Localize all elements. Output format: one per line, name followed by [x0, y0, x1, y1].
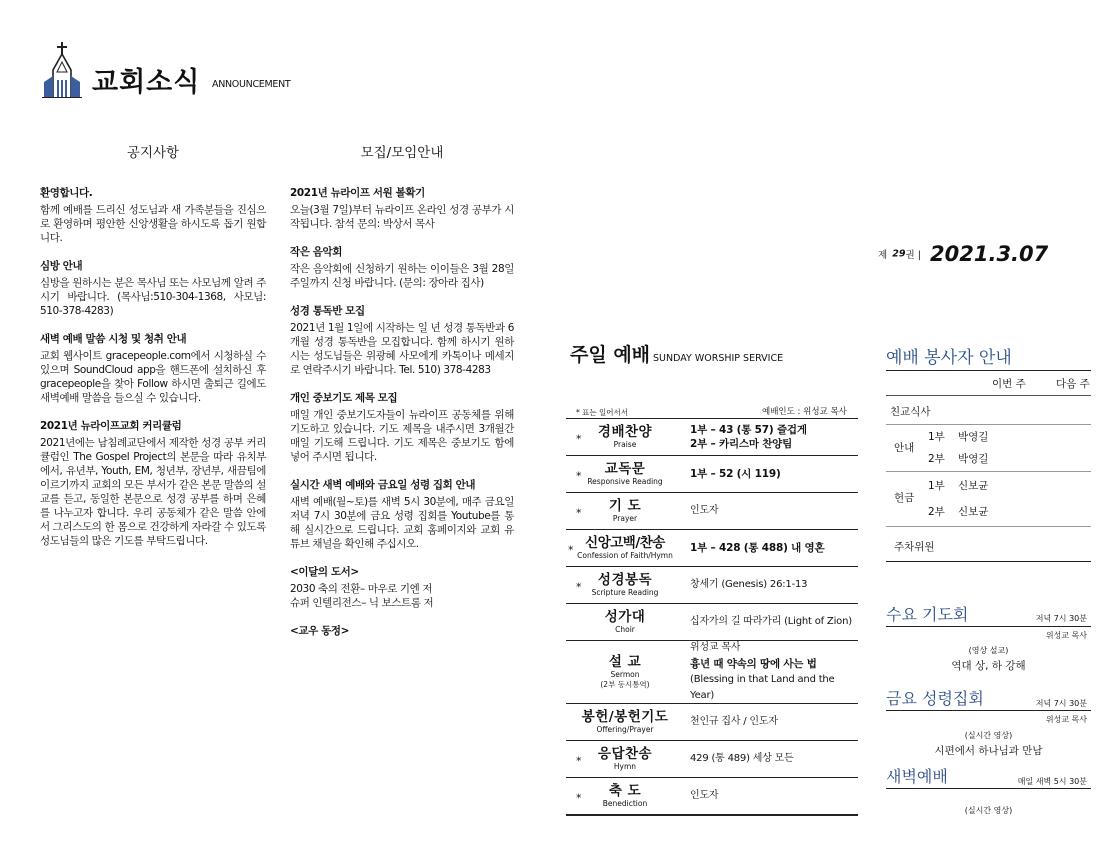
offering-part: 1부 — [928, 480, 945, 492]
table-row — [566, 740, 858, 777]
recruit-item — [290, 478, 514, 551]
recruit-title: 실시간 새벽 예배와 금요일 성령 집회 안내 — [290, 479, 476, 491]
meeting-text: 시편에서 하나님과 만남 — [934, 745, 1043, 757]
order-title-en: Choir — [615, 624, 635, 634]
recruit-body: 새벽 예배(월~토)를 새벽 5시 30분에, 매주 금요일 저녁 7시 30분에 금요 성령 집회를 Youtube를 통해 실시간으로 드립니다. 교회 홈페이지와 교회 유튜브 채널을 확인해 주십시오. — [290, 496, 514, 550]
offering-part: 2부 — [928, 506, 945, 518]
meeting-title: 수요 기도회 — [886, 605, 969, 624]
notice-item — [40, 186, 266, 245]
page-subtitle: ANNOUNCEMENT — [212, 79, 291, 90]
recruit-item — [290, 186, 514, 231]
issue-vol-suffix: 권 | — [905, 250, 921, 261]
meeting-text: 역대 상, 하 강해 — [951, 660, 1026, 672]
offering-name: 신보균 — [958, 480, 989, 492]
usher-part: 1부 — [928, 431, 945, 443]
servers-header-row — [886, 370, 1091, 396]
meeting-dawn — [886, 762, 1091, 816]
order-title: 교독문 — [604, 460, 646, 477]
meeting-time: 저녁 7시 30분 — [1035, 699, 1087, 708]
order-title: 신앙고백/찬송 — [585, 534, 665, 551]
recruit-item — [290, 391, 514, 464]
meeting-title: 금요 성령집회 — [886, 689, 984, 708]
order-detail: 십자가의 길 따라가리 (Light of Zion) — [690, 616, 852, 627]
worship-title-ko: 주일 예배 — [570, 344, 651, 366]
order-detail: 인도자 — [690, 790, 719, 801]
order-detail: 천인규 집사 / 인도자 — [690, 716, 778, 727]
worship-title — [570, 340, 783, 367]
greeting-label: 친교식사 — [890, 406, 931, 418]
order-detail: 1부 – 428 (통 488) 내 영혼 — [690, 542, 825, 554]
meeting-friday — [886, 684, 1091, 758]
meeting-leader: 위성교 목사 — [1045, 631, 1087, 640]
meeting-time: 저녁 7시 30분 — [1035, 614, 1087, 623]
page-title: 교회소식 — [92, 67, 201, 98]
table-row — [566, 640, 858, 703]
order-title-en: Scripture Reading — [591, 587, 659, 597]
order-detail: 2부 – 카리스마 찬양팀 — [690, 438, 793, 450]
sermon-title-en: (Blessing in that Land and the Year) — [690, 674, 835, 701]
notices-column — [40, 146, 266, 562]
meeting-note: (실시간 영상) — [964, 731, 1013, 740]
recruit-item — [290, 245, 514, 290]
order-title: 축 도 — [608, 782, 642, 799]
order-detail: 1부 – 52 (시 119) — [690, 468, 781, 480]
meeting-note: (실시간 영상) — [964, 806, 1013, 815]
worship-order-table — [566, 418, 858, 816]
meeting-leader: 위성교 목사 — [1045, 715, 1087, 724]
order-title-en: Confession of Faith/Hymn — [577, 550, 673, 560]
notice-body: 심방을 원하시는 분은 목사님 또는 사모님께 알려 주시기 바랍니다. (목사님:510-304-1368, 사모님: 510-378-4283) — [40, 277, 266, 317]
stand-marker: * — [576, 432, 582, 446]
recruit-body: 작은 음악회에 신청하기 원하는 이이들은 3월 28일 주일까지 신청 바랍니다. (문의: 장아라 집사) — [290, 263, 514, 289]
notice-title: 환영합니다. — [40, 187, 93, 199]
stand-marker: * — [576, 580, 582, 594]
notice-body: 교회 웹사이트 gracepeople.com에서 시청하실 수 있으며 SoundCloud app을 핸드폰에 설치하신 후 gracepeople을 찾아 Follow 하시면 출퇴근 길에도 새벽예배 말씀을 들으실 수 있습니다. — [40, 350, 266, 404]
recruit-title: <이달의 도서> — [290, 566, 359, 578]
sermon-title: 흉년 때 약속의 땅에 사는 법 — [690, 658, 817, 670]
usher-name: 박영길 — [958, 453, 989, 465]
stand-marker: * — [576, 791, 582, 805]
recruit-column — [290, 146, 514, 652]
worship-title-en: SUNDAY WORSHIP SERVICE — [653, 353, 784, 364]
issue-info — [878, 242, 1048, 266]
parking-label: 주차위원 — [894, 541, 935, 553]
order-title: 설 교 — [608, 653, 642, 670]
order-detail: 창세기 (Genesis) 26:1-13 — [690, 579, 808, 590]
notice-item — [40, 332, 266, 405]
recruit-title: 작은 음악회 — [290, 246, 342, 258]
order-title: 성가대 — [604, 608, 646, 625]
order-title-en: Hymn — [613, 761, 637, 771]
order-title-en: Prayer — [612, 513, 638, 523]
servers-title: 예배 봉사자 안내 — [886, 348, 1012, 368]
recruit-body: 매일 개인 중보기도자들이 뉴라이프 공동체를 위해 기도하고 있습니다. 기도 제목을 내주시면 3개월간 매일 기도해 드립니다. 기도 제목은 중보기도 함에 넣어 주시면 됩니다. — [290, 409, 514, 463]
meeting-note: (영상 설교) — [968, 646, 1009, 655]
order-title-en: Responsive Reading — [587, 476, 663, 486]
recruit-item — [290, 624, 514, 638]
table-row — [566, 777, 858, 816]
recruit-title: 성경 통독반 모집 — [290, 305, 365, 317]
offering-name: 신보균 — [958, 506, 989, 518]
table-row — [566, 492, 858, 529]
meeting-time: 매일 새벽 5시 30분 — [1017, 777, 1087, 786]
notice-title: 새벽 예배 말씀 시청 및 청취 안내 — [40, 333, 187, 345]
order-title-en: Offering/Prayer — [596, 724, 654, 734]
notice-title: 2021년 뉴라이프교회 커리큘럼 — [40, 420, 182, 432]
usher-part: 2부 — [928, 453, 945, 465]
table-row — [886, 425, 1091, 472]
table-row — [566, 455, 858, 492]
servers-table — [886, 370, 1091, 562]
table-row — [886, 472, 1091, 527]
issue-vol-number: 29 — [892, 248, 906, 260]
table-row — [566, 703, 858, 740]
worship-leader: 예배인도 : 위성교 목사 — [762, 407, 847, 417]
usher-name: 박영길 — [958, 431, 989, 443]
order-title: 경배찬양 — [597, 423, 653, 440]
recruit-title: 개인 중보기도 제목 모집 — [290, 392, 398, 404]
recruit-body: 2030 축의 전환– 마우로 기엔 저 슈퍼 인텔리전스– 닉 보스트롬 저 — [290, 583, 434, 609]
table-row — [566, 529, 858, 566]
issue-date: 2021.3.07 — [930, 242, 1049, 266]
recruit-title: <교우 동정> — [290, 625, 350, 637]
usher-label: 안내 — [894, 442, 915, 454]
table-row — [886, 396, 1091, 425]
order-title: 봉헌/봉헌기도 — [581, 708, 669, 725]
recruit-body: 2021년 1월 1일에 시작하는 일 년 성경 통독반과 6개월 성경 통독반을 모집합니다. 함께 하시기 원하시는 성도님들은 위광혜 사모에게 카톡이나 메세지로 연락주시기 바랍니다. Tel. 510) 378-4283 — [290, 322, 514, 376]
order-detail: 위성교 목사 — [690, 642, 741, 653]
order-title: 응답찬송 — [597, 745, 653, 762]
stand-marker: * — [576, 469, 582, 483]
recruit-body: 오늘(3월 7일)부터 뉴라이프 온라인 성경 공부가 시작됩니다. 참석 문의: 박상서 목사 — [290, 204, 514, 230]
recruit-title: 2021년 뉴라이프 서원 볼확기 — [290, 187, 425, 199]
church-logo-icon — [42, 42, 82, 98]
stand-marker: * — [576, 754, 582, 768]
order-detail: 429 (통 489) 세상 모든 — [690, 753, 794, 764]
notice-title: 심방 안내 — [40, 260, 83, 272]
recruit-heading: 모집/모임안내 — [360, 145, 444, 161]
table-row — [566, 566, 858, 603]
notices-heading: 공지사항 — [126, 145, 180, 161]
order-title-en: Sermon — [610, 669, 640, 679]
offering-label: 헌금 — [894, 492, 915, 504]
stand-marker: * — [568, 543, 574, 557]
order-detail: 인도자 — [690, 505, 719, 516]
stand-marker: * — [576, 506, 582, 520]
table-row — [566, 418, 858, 455]
order-title: 성경봉독 — [597, 571, 653, 588]
issue-vol-prefix: 제 — [878, 250, 888, 261]
order-title-note: (2부 동시통역) — [600, 679, 650, 689]
meeting-title: 새벽예배 — [886, 767, 948, 786]
table-row — [886, 527, 1091, 562]
order-title-en: Benediction — [602, 798, 648, 808]
this-week-header: 이번 주 — [992, 377, 1026, 390]
standing-note: * 표는 일어서서 — [576, 408, 628, 417]
order-title-en: Praise — [613, 439, 637, 449]
next-week-header: 다음 주 — [1056, 377, 1090, 390]
order-title: 기 도 — [608, 497, 642, 514]
recruit-item — [290, 304, 514, 377]
table-row — [566, 603, 858, 640]
notice-body: 2021년에는 남침례교단에서 제작한 성경 공부 커리큘럼인 The Gospel Project의 본문을 따라 유치부에서, 유년부, Youth, EM, 청년부, 장년부, 새끔팀에 이르기까지 교회의 모든 부서가 같은 본문 말씀의 설교를 듣고, 동일한 본문으로 성경 공부를 하며 은혜를 나누고자 합니다. 우리 공동체가 같은 말씀 안에서 그리스도의 한 몸으로 건강하게 자라갈 수 있도록 성도님들의 많은 기도를 부탁드립니다. — [40, 437, 266, 547]
recruit-item — [290, 565, 514, 610]
meeting-wednesday — [886, 600, 1091, 673]
order-detail: 1부 – 43 (통 57) 즐겁게 — [690, 424, 807, 436]
notice-body: 함께 예배를 드리신 성도님과 새 가족분들을 진심으로 환영하며 평안한 신앙생활을 하시도록 돕기 원합니다. — [40, 204, 266, 244]
notice-item — [40, 419, 266, 548]
notice-item — [40, 259, 266, 318]
